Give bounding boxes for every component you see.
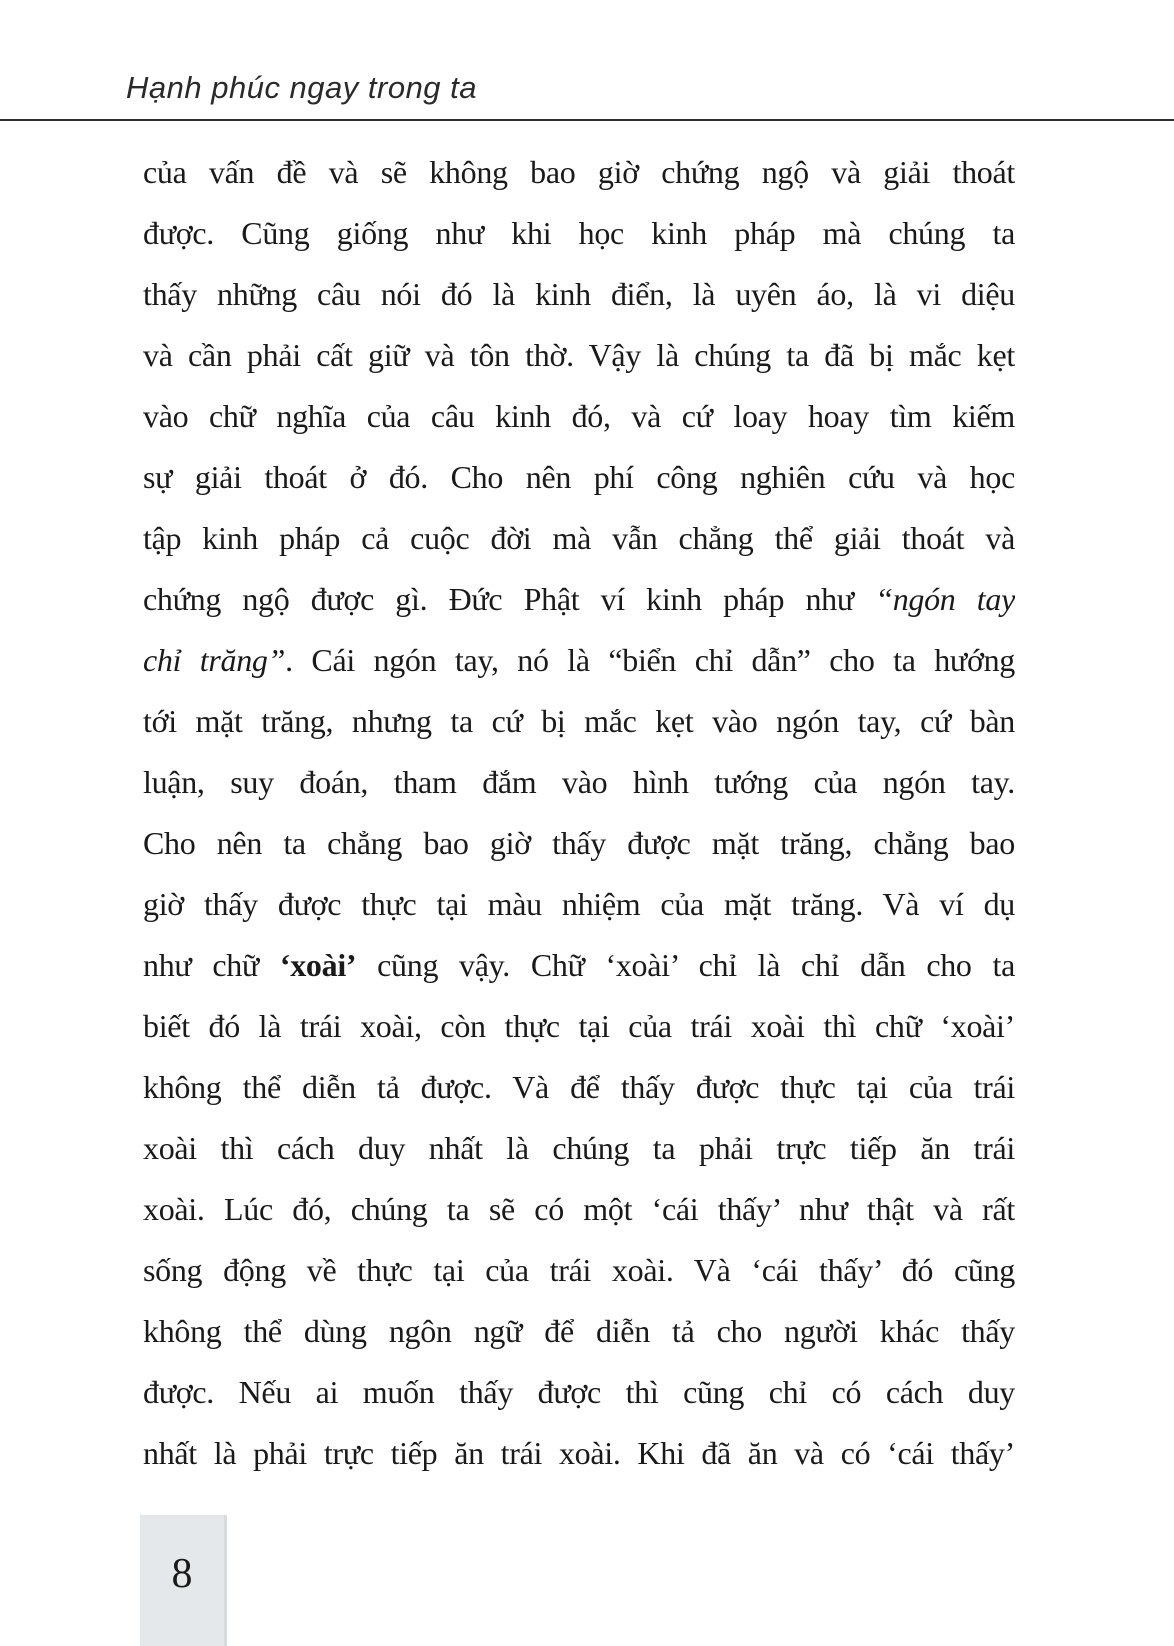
body-text-line: không thể diễn tả được. Và để thấy được thực tại của trái	[143, 1069, 1015, 1105]
body-text-line: chứng ngộ được gì. Đức Phật ví kinh pháp như “ngón tay	[143, 581, 1015, 617]
body-text-line: và cần phải cất giữ và tôn thờ. Vậy là chúng ta đã bị mắc kẹt	[143, 337, 1015, 373]
running-header: Hạnh phúc ngay trong ta	[126, 70, 478, 105]
body-text-line: tới mặt trăng, nhưng ta cứ bị mắc kẹt vào ngón tay, cứ bàn	[143, 703, 1015, 739]
body-text-line: sống động về thực tại của trái xoài. Và ‘cái thấy’ đó cũng	[143, 1252, 1015, 1288]
body-text-line: luận, suy đoán, tham đắm vào hình tướng của ngón tay.	[143, 764, 1015, 800]
body-text-line: Cho nên ta chẳng bao giờ thấy được mặt trăng, chẳng bao	[143, 825, 1015, 861]
header-rule	[0, 119, 1174, 121]
body-text-line: như chữ ‘xoài’ cũng vậy. Chữ ‘xoài’ chỉ là chỉ dẫn cho ta	[143, 947, 1015, 983]
body-text-line: được. Cũng giống như khi học kinh pháp mà chúng ta	[143, 215, 1015, 251]
body-text-line: vào chữ nghĩa của câu kinh đó, và cứ loay hoay tìm kiếm	[143, 398, 1015, 434]
body-text-line: xoài. Lúc đó, chúng ta sẽ có một ‘cái thấy’ như thật và rất	[143, 1191, 1015, 1227]
page-number-box	[140, 1515, 227, 1646]
body-text-line: không thể dùng ngôn ngữ để diễn tả cho người khác thấy	[143, 1313, 1015, 1349]
body-text-line: sự giải thoát ở đó. Cho nên phí công nghiên cứu và học	[143, 459, 1015, 495]
body-text-line: được. Nếu ai muốn thấy được thì cũng chỉ có cách duy	[143, 1374, 1015, 1410]
body-text-line: chỉ trăng”. Cái ngón tay, nó là “biển chỉ dẫn” cho ta hướng	[143, 642, 1015, 678]
body-text-line: tập kinh pháp cả cuộc đời mà vẫn chẳng thể giải thoát và	[143, 520, 1015, 556]
body-text-line: thấy những câu nói đó là kinh điển, là uyên áo, là vi diệu	[143, 276, 1015, 312]
body-text-line: của vấn đề và sẽ không bao giờ chứng ngộ và giải thoát	[143, 154, 1015, 190]
body-text-line: giờ thấy được thực tại màu nhiệm của mặt trăng. Và ví dụ	[143, 886, 1015, 922]
body-text	[143, 142, 1015, 1484]
body-text-line: biết đó là trái xoài, còn thực tại của trái xoài thì chữ ‘xoài’	[143, 1008, 1015, 1044]
page-number: 8	[171, 1551, 193, 1597]
body-text-line: nhất là phải trực tiếp ăn trái xoài. Khi đã ăn và có ‘cái thấy’	[143, 1435, 1015, 1471]
body-text-line: xoài thì cách duy nhất là chúng ta phải trực tiếp ăn trái	[143, 1130, 1015, 1166]
